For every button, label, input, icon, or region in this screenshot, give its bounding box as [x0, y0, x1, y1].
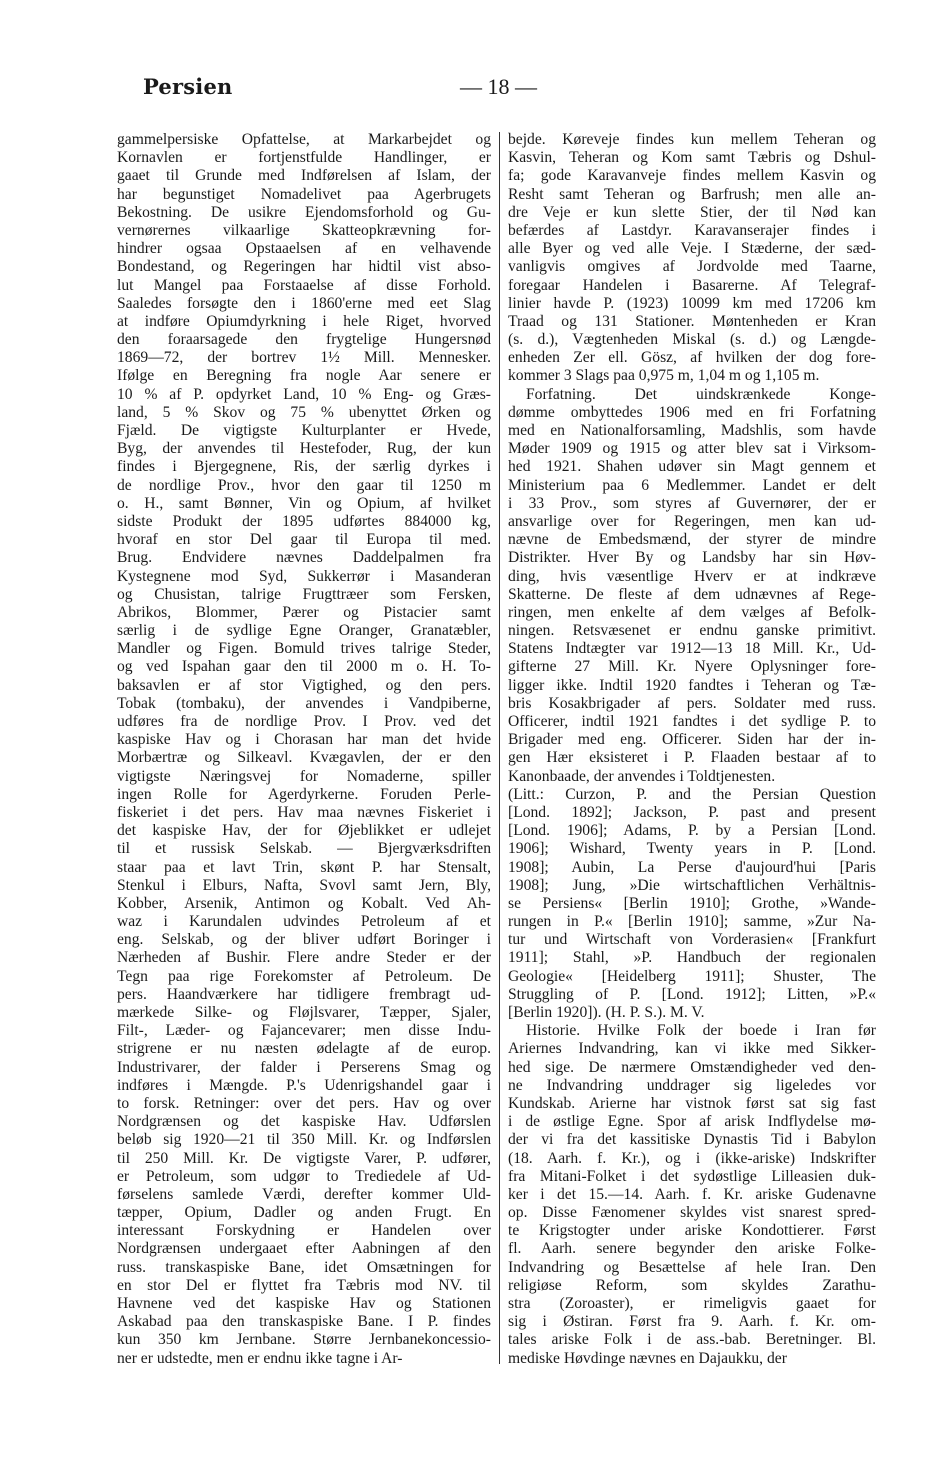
text-line: der vi fra det kassitiske Dynastis Tid i Babylon — [508, 1131, 876, 1149]
text-line: waz i Karundalen udvindes Petroleum af et — [117, 913, 491, 931]
text-line: (s. d.), Vægtenheden Miskal (s. d.) og Længde- — [508, 331, 876, 349]
text-line: med en Nationalforsamling, Madshlis, som havde — [508, 422, 876, 439]
text-line: dre Veje er kun slette Stier, der til Nød kan — [508, 203, 876, 221]
text-line: pers. Haandværkere har tidligere frembragt ud- — [117, 985, 491, 1003]
text-line: gammelpersiske Opfattelse, at Markarbejdet og — [117, 131, 491, 148]
text-line: kun 350 km Jernbane. Større Jernbanekoncessio- — [117, 1331, 491, 1349]
text-line: Møder 1909 og 1915 og atter blev sat i Virksom- — [508, 440, 876, 458]
text-line: ker i det 15.—14. Aarh. f. Kr. ariske Gudenavne — [508, 1185, 876, 1203]
text-line: mediske Høvdinge nævnes en Dajaukku, der — [508, 1349, 787, 1367]
text-line: nævne de Embedsmænd, der styrer de mindre — [508, 531, 876, 549]
text-line: Nærheden af Bushir. Flere andre Steder er der — [117, 949, 491, 967]
text-line: sidste Produkt der 1895 udførtes 884000 kg, — [117, 512, 491, 530]
text-line: har begunstiget Nomadelivet paa Agerbrugets — [117, 185, 491, 203]
text-line: at indføre Opiumdyrkning i hele Riget, hvorved — [117, 312, 491, 330]
right-column — [508, 131, 876, 1368]
text-line: (Litt.: Curzon, P. and the Persian Question — [508, 785, 876, 803]
text-line: indføres i Mængde. P.'s Udenrigshandel gaar i — [117, 1076, 491, 1094]
text-line: vernørernes vilkaarlige Skatteopkrævning for- — [117, 221, 491, 239]
text-line: og ved Ispahan gaar den til 2000 m o. H. To- — [117, 658, 491, 676]
text-line: 1869—72, der bortrev 1½ Mill. Mennesker. — [117, 349, 491, 367]
text-line: Morbærtræ og Silkeavl. Kvægavlen, der er den — [117, 749, 491, 767]
text-line: Filt-, Læder- og Fajancevarer; men disse Indu- — [117, 1022, 491, 1040]
left-column — [117, 131, 491, 1368]
text-line: Brug. Endvidere nævnes Daddelpalmen fra — [117, 549, 491, 567]
text-line: gen Hær eksisteret i P. Flaaden bestaar af to — [508, 749, 876, 767]
running-head — [140, 74, 890, 104]
text-line: religiøse Reform, som skyldes Zarathu- — [508, 1276, 876, 1294]
text-line: (18. Aarh. f. Kr.), og i (ikke-ariske) Indskrifter — [508, 1149, 876, 1167]
text-line: [Lond. 1892]; Jackson, P. past and present — [508, 803, 876, 821]
text-line: Historie. Hvilke Folk der boede i Iran før — [526, 1022, 876, 1040]
text-line: 1908]; Jung, »Die wirtschaftlichen Verhältnis- — [508, 876, 876, 894]
text-line: 1911]; Stahl, »P. Handbuch der regionalen — [508, 949, 876, 967]
text-line: enheden Zer ell. Gösz, af hvilken der dog fore- — [508, 349, 876, 367]
text-line: ner er udstedte, men er endnu ikke tagne i Ar- — [117, 1349, 403, 1367]
text-line: Officerer, indtil 1921 fandtes i det sydlige P. to — [508, 713, 876, 730]
text-line: særlig i de sydlige Egne Oranger, Granatæbler, — [117, 622, 491, 640]
text-line: hindrer ogsaa Opstaaelsen af en velhavende — [117, 240, 491, 258]
text-line: bejde. Køreveje findes kun mellem Teheran og — [508, 131, 876, 148]
text-line: Skatterne. De fleste af dem udnævnes af Rege- — [508, 585, 876, 603]
text-line: Statens Indtægter var 1912—13 18 Mill. Kr., Ud- — [508, 640, 876, 658]
text-line: Struggling of P. [Lond. 1912]; Litten, »P.« — [508, 985, 876, 1003]
text-line: beløb sig 1920—21 til 350 Mill. Kr. og Indførslen — [117, 1131, 491, 1149]
text-line: tales ariske Folk i de ass.-bab. Beretninger. Bl. — [508, 1331, 876, 1349]
text-line: Tegn paa rige Forekomster af Petroleum. De — [117, 967, 491, 985]
text-line: 10 % af P. opdyrket Land, 10 % Eng- og Græs- — [117, 385, 491, 403]
text-line: ding, hvis væsentlige Hverv er at indkræve — [508, 567, 876, 585]
text-line: hvoraf en stor Del gaar til Europa til med. — [117, 531, 491, 549]
text-line: Bekostning. De usikre Ejendomsforhold og Gu- — [117, 203, 491, 221]
text-line: vanligvis omgives af Jordvolde med Taarne, — [508, 258, 876, 276]
text-line: kommer 3 Slags paa 0,975 m, 1,04 m og 1,105 m. — [508, 367, 820, 385]
text-line: ligger ikke. Indtil 1920 fandtes i Teheran og Tæ- — [508, 676, 876, 694]
text-line: førselens samlede Værdi, derefter kommer Uld- — [117, 1185, 491, 1203]
text-line: Kystegnene mod Syd, Sukkerrør i Masanderan — [117, 567, 491, 585]
text-line: to forsk. Retninger: over det pers. Hav og over — [117, 1094, 491, 1112]
text-line: Nordgrænsen og det kaspiske Hav. Udførslen — [117, 1113, 491, 1131]
text-line: Forfatning. Det uindskrænkede Konge- — [526, 385, 876, 403]
text-line: ringen, men enkelte af dem vælges af Befolk- — [508, 603, 876, 621]
text-line: Geologie« [Heidelberg 1911]; Shuster, The — [508, 967, 876, 985]
text-line: fiskeriet i det pers. Hav maa nævnes Fiskeriet i — [117, 803, 491, 821]
text-line: udføres fra de nordlige Prov. I Prov. ved det — [117, 713, 491, 730]
text-line: findes i Bjergegnene, Ris, der særlig dyrkes i — [117, 458, 491, 476]
text-line: Kundskab. Arierne har vistnok først sat sig fast — [508, 1094, 876, 1112]
text-line: Resht samt Teheran og Barfrush; men alle an- — [508, 185, 876, 203]
text-line: te Krigstogter under ariske Kondottierer. Først — [508, 1222, 876, 1240]
page-number: — 18 — — [460, 74, 537, 99]
text-line: foregaar Handelen i Basarerne. Af Telegraf- — [508, 276, 876, 294]
text-line: fra Mitani-Folket i det sydøstlige Lilleasien duk- — [508, 1167, 876, 1185]
text-line: til et russisk Selskab. — Bjergværksdriften — [117, 840, 491, 858]
text-line: er Petroleum, som udgør to Trediedele af Ud- — [117, 1167, 491, 1185]
text-line: ansvarlige over for Regeringen, men kan ud- — [508, 512, 876, 530]
text-line: en stor Del er flyttet fra Tæbris mod NV. til — [117, 1276, 491, 1294]
column-divider — [499, 132, 500, 1364]
text-line: 1906]; Wishard, Twenty years in P. [Lond. — [508, 840, 876, 858]
text-line: russ. transkaspiske Bane, idet Omsætningen for — [117, 1258, 491, 1276]
text-line: baksavlen er af stor Vigtighed, og den pers. — [117, 676, 491, 694]
text-line: til 250 Mill. Kr. De vigtigste Varer, P. udfører, — [117, 1149, 491, 1167]
text-line: Mandler og Figen. Bomuld trives talrige Steder, — [117, 640, 491, 658]
text-line: lut Mangel paa Forstaaelse af disse Forhold. — [117, 276, 491, 294]
text-line: det kaspiske Hav, der for Øjeblikket er udlejet — [117, 822, 491, 840]
text-line: bris Kosakbrigader af pers. Soldater med russ. — [508, 694, 876, 712]
text-line: stra (Zoroaster), er rimeligvis gaaet for — [508, 1295, 876, 1312]
text-line: Brigader med eng. Officerer. Siden har der in- — [508, 731, 876, 749]
text-line: strigrene er nu næsten ødelagte af de europ. — [117, 1040, 491, 1058]
text-line: Ifølge en Beregning fra nogle Aar senere er — [117, 367, 491, 385]
text-line: Bondestand, og Regeringen har hidtil vist abso- — [117, 258, 491, 276]
text-line: eng. Selskab, og der bliver udført Boringer i — [117, 931, 491, 949]
text-line: fa; gode Karavanveje findes mellem Kasvin og — [508, 167, 876, 185]
text-line: i de østlige Egne. Spor af arisk Indflydelse mø- — [508, 1113, 876, 1131]
text-line: dømme ombyttedes 1906 med en fri Forfatning — [508, 403, 876, 421]
text-line: Indvandring og Besættelse af hele Iran. Den — [508, 1258, 876, 1276]
text-line: og Chusistan, talrige Frugttræer som Fersken, — [117, 585, 491, 603]
text-line: Distrikter. Hver By og Landsby har sin Høv- — [508, 549, 876, 567]
text-line: den foraarsagede den frygtelige Hungersnød — [117, 331, 491, 349]
text-line: i 33 Prov., som styres af Guvernører, der er — [508, 494, 876, 512]
text-line: rungen in P.« [Berlin 1910]; samme, »Zur Na- — [508, 913, 876, 931]
text-line: tæpper, Opium, Dadler og anden Frugt. En — [117, 1204, 491, 1222]
text-line: o. H., samt Bønner, Vin og Opium, af hvilket — [117, 494, 491, 512]
text-line: ne Indvandring unddrager sig ligeledes vor — [508, 1076, 876, 1094]
text-line: Ministerium paa 6 Medlemmer. Landet er delt — [508, 476, 876, 494]
text-line: vigtigste Næringsvej for Nomaderne, spiller — [117, 767, 491, 785]
text-line: se Persiens« [Berlin 1910]; Grothe, »Wande- — [508, 894, 876, 912]
text-line: sig i Østiran. Først fra 9. Aarh. f. Kr. om- — [508, 1313, 876, 1331]
text-line: Kobber, Arsenik, Antimon og Kobalt. Ved Ah- — [117, 894, 491, 912]
text-line: kaspiske Hav og i Chorasan har man det hvide — [117, 731, 491, 749]
text-line: [Lond. 1906]; Adams, P. by a Persian [Lond. — [508, 822, 876, 840]
text-line: [Berlin 1920]). (H. P. S.). M. V. — [508, 1004, 705, 1021]
text-line: fl. Aarh. senere begynder den ariske Folke- — [508, 1240, 876, 1258]
text-line: interessant Forskydning er Handelen over — [117, 1222, 491, 1240]
text-line: Ariernes Indvandring, kan vi ikke med Sikker- — [508, 1040, 876, 1058]
text-line: Stenkul i Elburs, Nafta, Svovl samt Jern, Bly, — [117, 876, 491, 894]
text-line: Saaledes forsøgte den i 1860'erne med eet Slag — [117, 294, 491, 312]
text-line: ingen Rolle for Agerdyrkerne. Foruden Perle- — [117, 785, 491, 803]
text-line: hed 1921. Shahen udøver sin Magt gennem et — [508, 458, 876, 476]
text-line: land, 5 % Skov og 75 % ubenyttet Ørken og — [117, 403, 491, 421]
text-line: Fjæld. De vigtigste Kulturplanter er Hvede, — [117, 422, 491, 439]
text-line: de nordlige Prov., hvor den gaar til 1250 m — [117, 476, 491, 494]
text-line: Nordgrænsen undergaaet efter Aabningen af den — [117, 1240, 491, 1258]
text-line: gaaet til Grunde med Indførelsen af Islam, der — [117, 167, 491, 185]
text-line: Industrivarer, der falder i Perserens Smag og — [117, 1058, 491, 1076]
text-line: befærdes af Lastdyr. Karavanserajer findes i — [508, 221, 876, 239]
text-line: Kanonbaade, der anvendes i Toldtjenesten. — [508, 767, 776, 785]
text-line: Kornavlen er fortjenstfulde Handlinger, er — [117, 149, 491, 167]
text-line: Byg, der anvendes til Hestefoder, Rug, der kun — [117, 440, 491, 458]
text-line: gifterne 27 Mill. Kr. Nyere Oplysninger fore- — [508, 658, 876, 676]
text-line: hed sige. De nærmere Omstændigheder ved den- — [508, 1058, 876, 1076]
text-line: tur und Wirtschaft von Vorderasien« [Frankfurt — [508, 931, 876, 949]
text-line: staar paa et lavt Trin, skønt P. har Stensalt, — [117, 858, 491, 876]
text-line: Havnene ved det kaspiske Hav og Stationen — [117, 1295, 491, 1312]
text-line: 1908]; Aubin, La Perse d'aujourd'hui [Paris — [508, 858, 876, 876]
text-line: op. Disse Fænomener skyldes vist snarest spred- — [508, 1204, 876, 1222]
text-line: ningen. Retsvæsenet er endnu ganske primitivt. — [508, 622, 876, 640]
text-line: mærkede Silke- og Fløjlsvarer, Tæpper, Sjaler, — [117, 1004, 491, 1021]
text-line: Kasvin, Teheran og Kom samt Tæbris og Dshul- — [508, 149, 876, 167]
text-line: alle Byer og ved alle Veje. I Stæderne, der sæd- — [508, 240, 876, 258]
text-line: Tobak (tombaku), der anvendes i Vandpiberne, — [117, 694, 491, 712]
text-line: Abrikos, Blommer, Pærer og Pistacier samt — [117, 603, 491, 621]
text-line: Askabad paa den transkaspiske Bane. I P. findes — [117, 1313, 491, 1331]
page-header-title: Persien — [143, 74, 233, 99]
text-line: Traad og 131 Stationer. Møntenheden er Kran — [508, 312, 876, 330]
text-line: linier havde P. (1923) 10099 km med 17206 km — [508, 294, 876, 312]
